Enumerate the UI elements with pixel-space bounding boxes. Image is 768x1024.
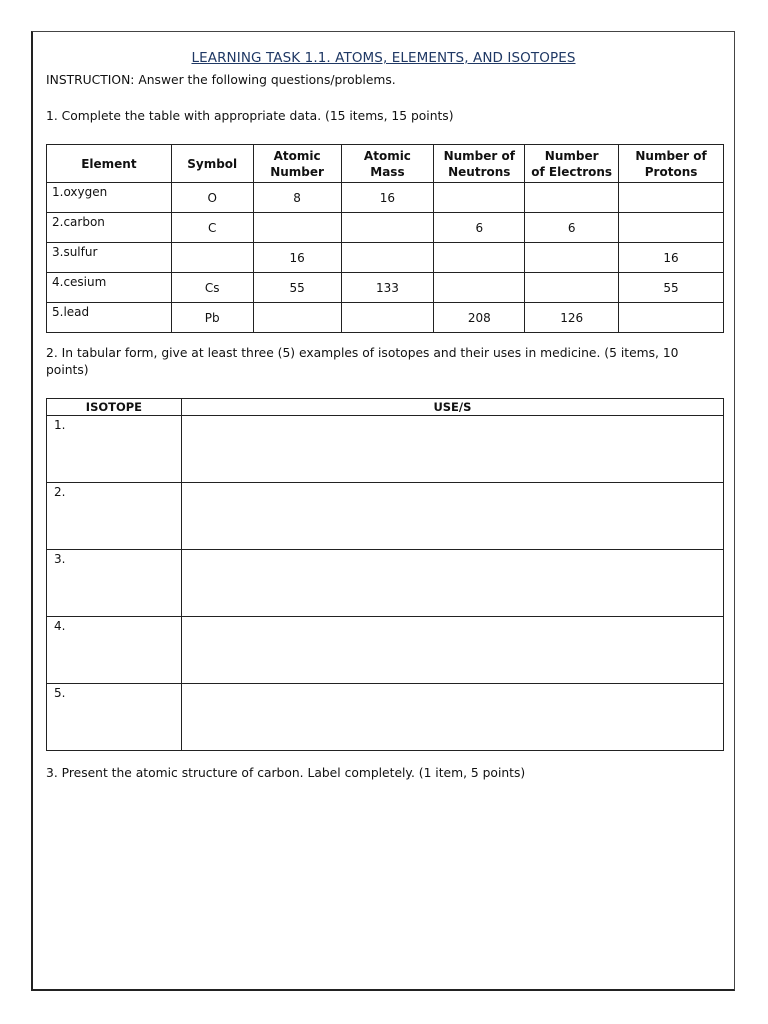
isotope-use-cell <box>181 483 723 550</box>
isotope-use-cell <box>181 550 723 617</box>
answer-cell <box>619 183 724 213</box>
worksheet-page <box>31 31 735 991</box>
isotope-number-cell: 1. <box>47 416 182 483</box>
answer-cell <box>171 243 253 273</box>
table-row <box>47 303 724 333</box>
answer-cell <box>341 243 434 273</box>
elements-table <box>46 144 724 333</box>
isotope-use-cell <box>181 617 723 684</box>
answer-cell <box>525 243 619 273</box>
answer-cell: C <box>171 213 253 243</box>
answer-cell <box>619 303 724 333</box>
isotope-table <box>46 398 724 751</box>
column-header-line: Atomic <box>273 148 321 163</box>
answer-cell: 55 <box>253 273 341 303</box>
answer-cell: 16 <box>619 243 724 273</box>
question-2-prompt-line-1: 2. In tabular form, give at least three (5) examples of isotopes and their uses in medicine. (5 items, 10 <box>46 346 679 360</box>
answer-cell <box>341 213 434 243</box>
isotope-row <box>47 550 724 617</box>
instruction-text: INSTRUCTION: Answer the following questions/problems. <box>46 73 396 87</box>
table-row <box>47 213 724 243</box>
answer-cell: 133 <box>341 273 434 303</box>
answer-cell: O <box>171 183 253 213</box>
answer-cell: 126 <box>525 303 619 333</box>
answer-cell: 16 <box>341 183 434 213</box>
element-name-cell: 4.cesium <box>47 273 172 303</box>
header-uses: USE/S <box>181 399 723 416</box>
table-header-row <box>47 145 724 183</box>
page-title: LEARNING TASK 1.1. ATOMS, ELEMENTS, AND ISOTOPES <box>191 50 576 66</box>
column-header <box>525 145 619 183</box>
answer-cell: Cs <box>171 273 253 303</box>
isotope-number-cell: 5. <box>47 684 182 751</box>
column-header <box>619 145 724 183</box>
answer-cell <box>253 213 341 243</box>
answer-cell: 6 <box>525 213 619 243</box>
answer-cell <box>434 183 525 213</box>
header-isotope: ISOTOPE <box>47 399 182 416</box>
question-3-prompt: 3. Present the atomic structure of carbon. Label completely. (1 item, 5 points) <box>46 766 526 780</box>
element-name-cell: 2.carbon <box>47 213 172 243</box>
answer-cell: 208 <box>434 303 525 333</box>
column-header <box>171 145 253 183</box>
isotope-use-cell <box>181 416 723 483</box>
column-header-line: Number of <box>635 148 707 163</box>
column-header-line: Protons <box>644 164 698 179</box>
answer-cell: Pb <box>171 303 253 333</box>
column-header-line: Mass <box>370 164 405 179</box>
isotope-row <box>47 617 724 684</box>
element-name-cell: 5.lead <box>47 303 172 333</box>
column-header <box>47 145 172 183</box>
question-2-prompt-line-2: points) <box>46 363 89 377</box>
answer-cell <box>253 303 341 333</box>
isotope-number-cell: 3. <box>47 550 182 617</box>
answer-cell <box>434 243 525 273</box>
column-header-line: Number of <box>443 148 515 163</box>
column-header-line: of Electrons <box>531 164 613 179</box>
column-header-line: Symbol <box>187 156 238 171</box>
answer-cell: 55 <box>619 273 724 303</box>
answer-space <box>46 792 724 977</box>
element-name-cell: 1.oxygen <box>47 183 172 213</box>
isotope-use-cell <box>181 684 723 751</box>
answer-cell: 6 <box>434 213 525 243</box>
isotope-row <box>47 483 724 550</box>
column-header-line: Atomic <box>363 148 411 163</box>
column-header-line: Number <box>544 148 599 163</box>
isotope-number-cell: 4. <box>47 617 182 684</box>
table-row <box>47 273 724 303</box>
column-header <box>434 145 525 183</box>
column-header-line: Number <box>270 164 324 179</box>
column-header <box>341 145 434 183</box>
column-header-line: Element <box>81 156 137 171</box>
question-1-prompt: 1. Complete the table with appropriate data. (15 items, 15 points) <box>46 109 454 123</box>
table-row <box>47 243 724 273</box>
table-row <box>47 183 724 213</box>
answer-cell <box>525 183 619 213</box>
column-header <box>253 145 341 183</box>
isotope-number-cell: 2. <box>47 483 182 550</box>
answer-cell <box>434 273 525 303</box>
answer-cell: 16 <box>253 243 341 273</box>
isotope-row <box>47 684 724 751</box>
answer-cell: 8 <box>253 183 341 213</box>
element-name-cell: 3.sulfur <box>47 243 172 273</box>
answer-cell <box>525 273 619 303</box>
column-header-line: Neutrons <box>448 164 511 179</box>
question-2-prompt <box>46 345 679 379</box>
isotope-row <box>47 416 724 483</box>
answer-cell <box>619 213 724 243</box>
answer-cell <box>341 303 434 333</box>
